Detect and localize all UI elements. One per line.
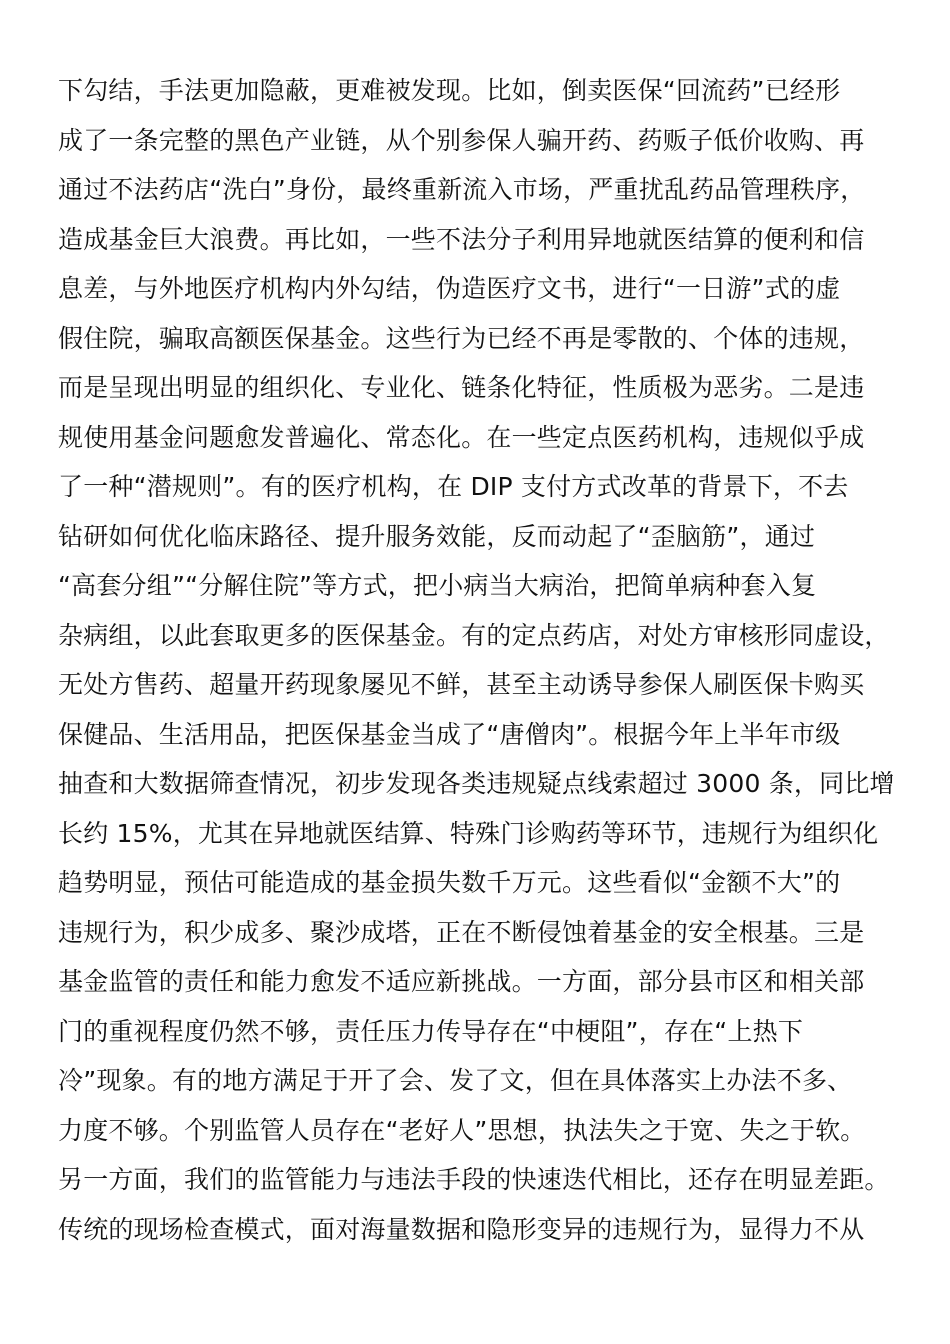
text-line-13: 无处方售药、超量开药现象屡见不鲜，甚至主动诱导参保人刷医保卡购买 — [58, 670, 865, 699]
text-line-12: 杂病组，以此套取更多的医保基金。有的定点药店，对处方审核形同虚设， — [58, 620, 890, 650]
text-line-10: 钻研如何优化临床路径、提升服务效能，反而动起了“歪脑筋”，通过 — [58, 521, 816, 551]
text-line-7: 而是呈现出明显的组织化、专业化、链条化特征，性质极为恶劣。二是违 — [58, 373, 865, 402]
text-line-23: 另一方面，我们的监管能力与违法手段的快速迭代相比，还存在明显差距。 — [58, 1165, 890, 1194]
text-line-4: 造成基金巨大浪费。再比如，一些不法分子利用异地就医结算的便利和信 — [58, 224, 865, 254]
text-line-24: 传统的现场检查模式，面对海量数据和隐形变异的违规行为，显得力不从 — [58, 1214, 865, 1244]
text-line-16: 长约 15%，尤其在异地就医结算、特殊门诊购药等环节，违规行为组织化 — [58, 818, 879, 848]
text-line-14: 保健品、生活用品，把医保基金当成了“唐僧肉”。根据今年上半年市级 — [58, 719, 841, 749]
text-line-18: 违规行为，积少成多、聚沙成塔，正在不断侵蚀着基金的安全根基。三是 — [58, 917, 865, 947]
text-line-5: 息差，与外地医疗机构内外勾结，伪造医疗文书，进行“一日游”式的虚 — [58, 274, 841, 303]
text-line-17: 趋势明显，预估可能造成的基金损失数千万元。这些看似“金额不大”的 — [58, 868, 841, 897]
body-text — [58, 66, 908, 1254]
text-line-8: 规使用基金问题愈发普遍化、常态化。在一些定点医药机构，违规似乎成 — [58, 422, 865, 452]
text-line-22: 力度不够。个别监管人员存在“老好人”思想，执法失之于宽、失之于软。 — [58, 1115, 866, 1145]
text-line-1: 下勾结，手法更加隐蔽，更难被发现。比如，倒卖医保“回流药”已经形 — [58, 76, 841, 105]
text-line-9: 了一种“潜规则”。有的医疗机构，在 DIP 支付方式改革的背景下，不去 — [58, 472, 849, 501]
text-line-19: 基金监管的责任和能力愈发不适应新挑战。一方面，部分县市区和相关部 — [58, 967, 865, 996]
text-line-21: 冷”现象。有的地方满足于开了会、发了文，但在具体落实上办法不多、 — [58, 1066, 853, 1095]
text-line-6: 假住院，骗取高额医保基金。这些行为已经不再是零散的、个体的违规， — [58, 323, 865, 353]
text-line-11: “高套分组”“分解住院”等方式，把小病当大病治，把简单病种套入复 — [58, 571, 817, 600]
text-line-3: 通过不法药店“洗白”身份，最终重新流入市场，严重扰乱药品管理秩序， — [58, 175, 866, 204]
text-line-20: 门的重视程度仍然不够，责任压力传导存在“中梗阻”，存在“上热下 — [58, 1016, 804, 1046]
text-line-2: 成了一条完整的黑色产业链，从个别参保人骗开药、药贩子低价收购、再 — [58, 125, 865, 155]
text-line-15: 抽查和大数据筛查情况，初步发现各类违规疑点线索超过 3000 条，同比增 — [58, 769, 895, 798]
